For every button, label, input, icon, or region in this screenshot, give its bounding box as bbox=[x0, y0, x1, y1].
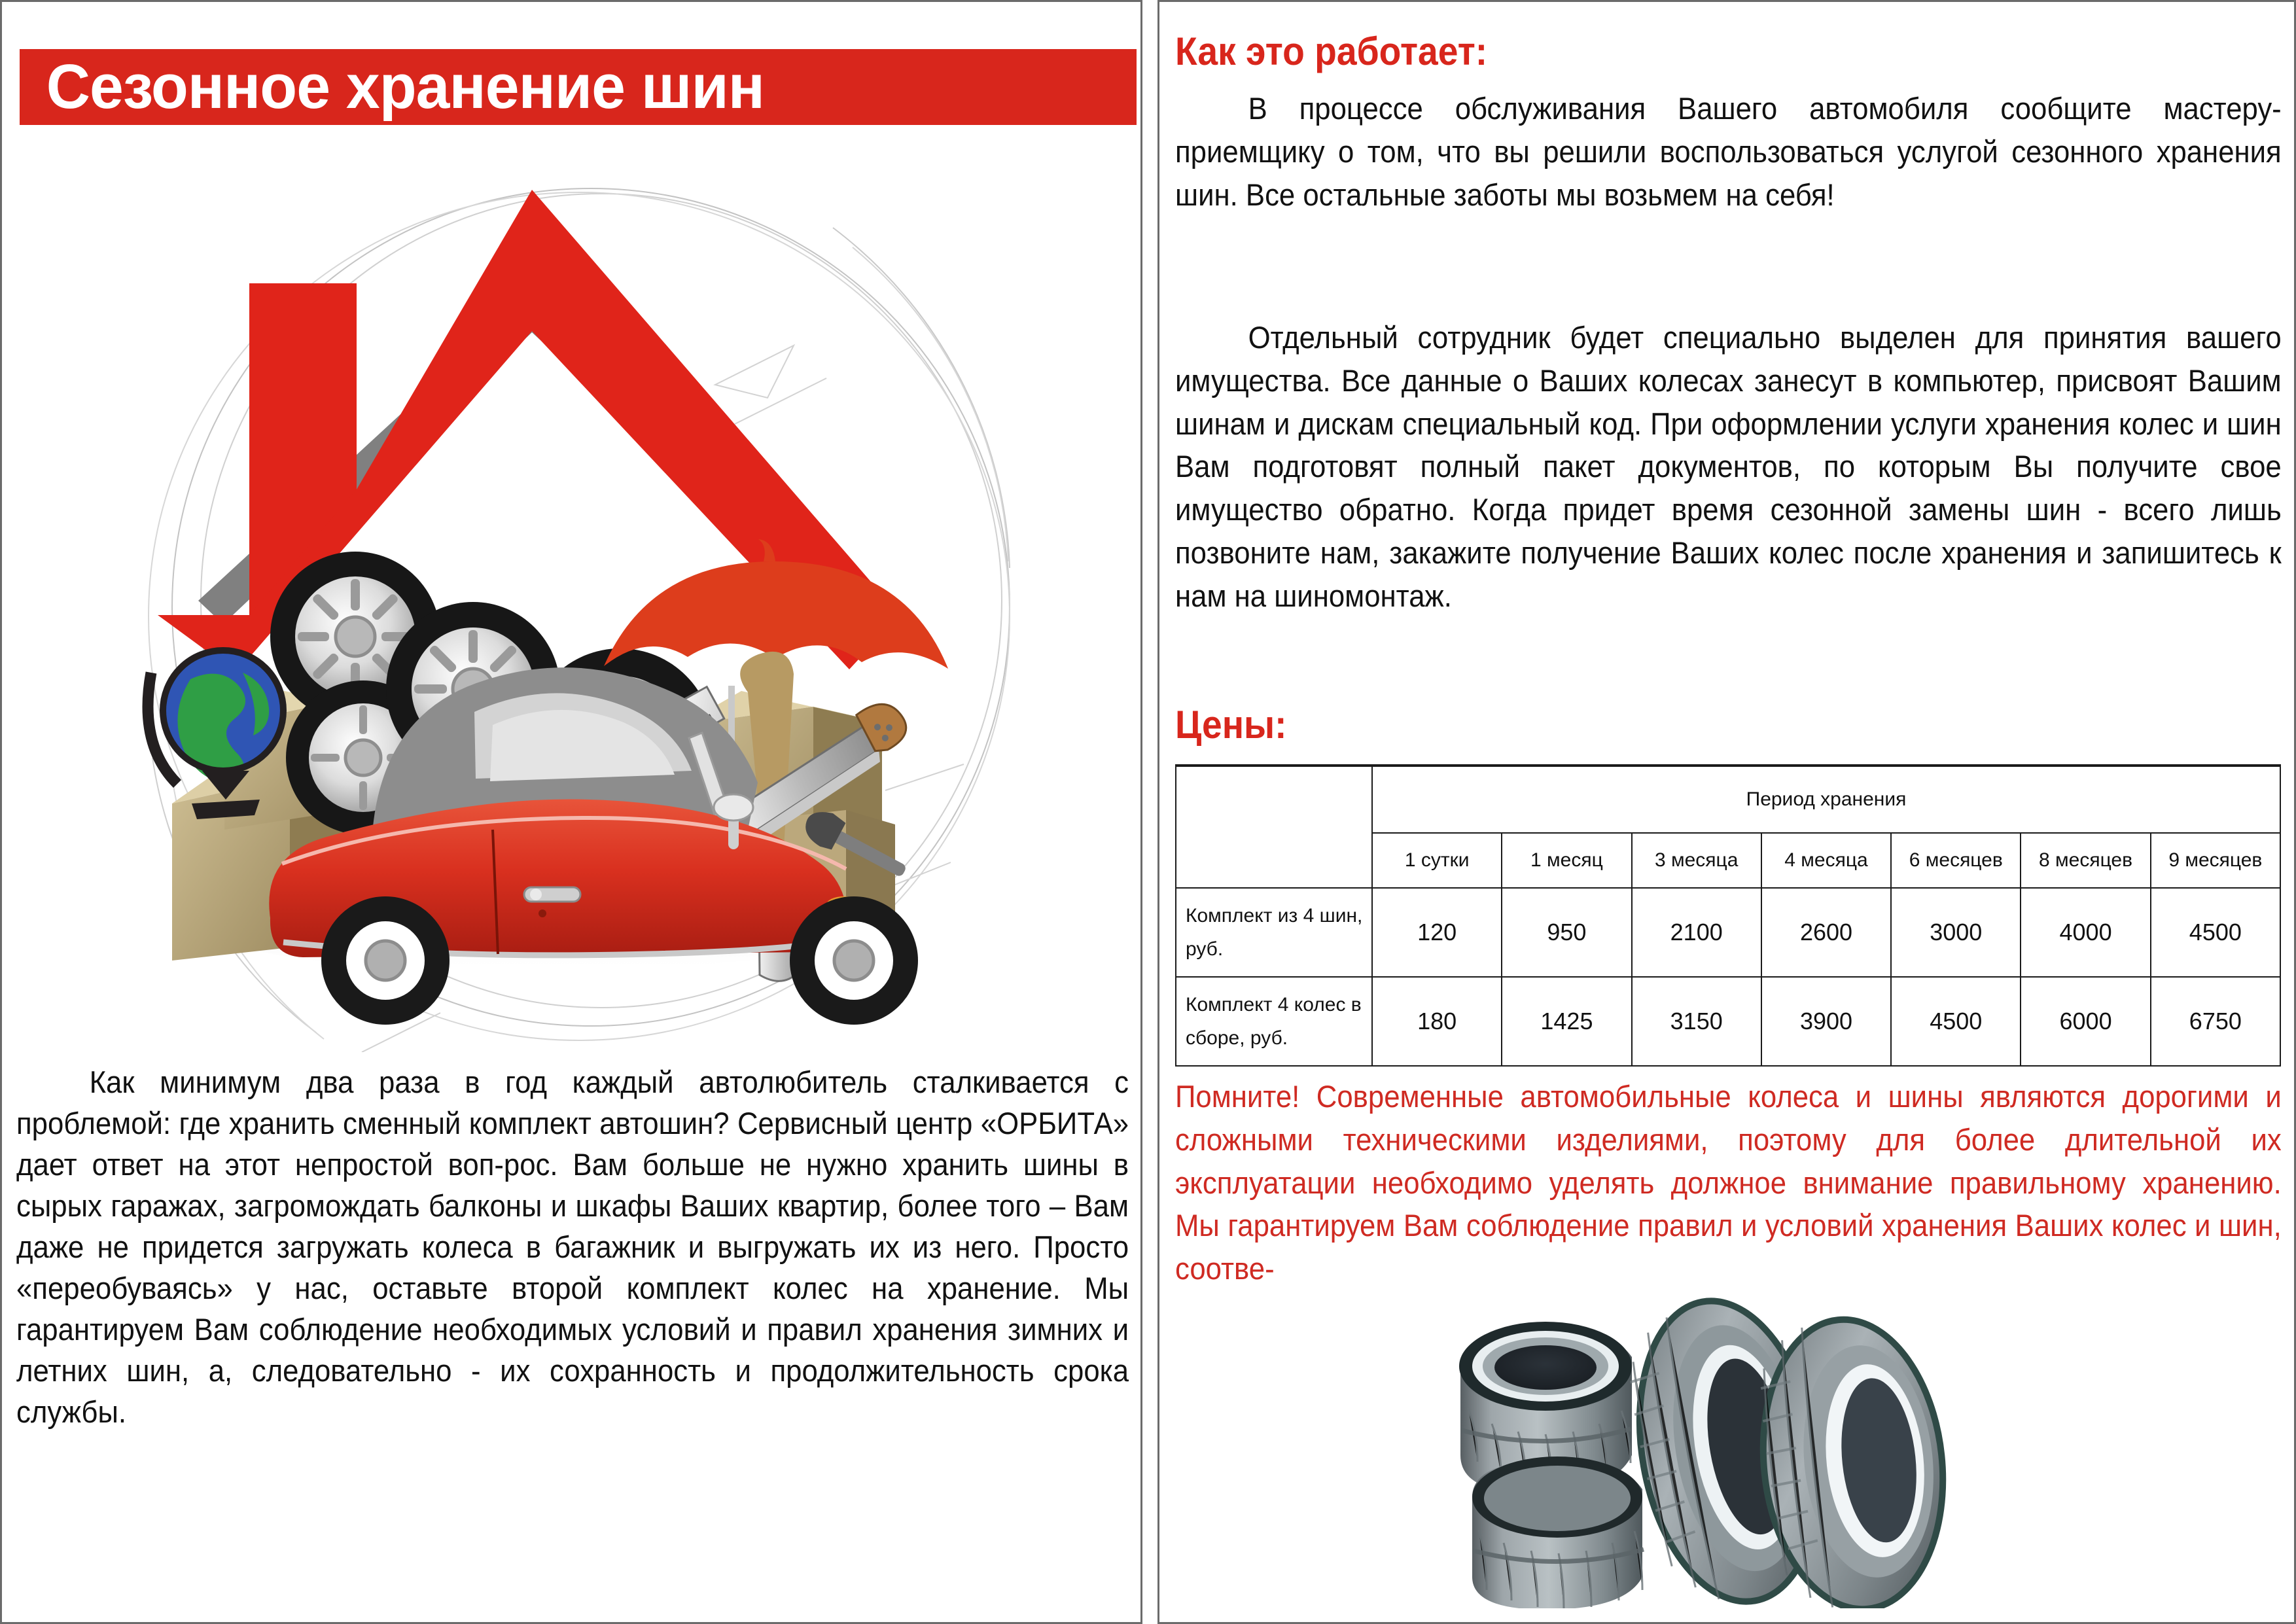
table-column-header: 4 месяца bbox=[1761, 833, 1891, 888]
left-body-paragraph: Как минимум два раза в год каждый автолюбитель сталкивается с проблемой: где хранить сменный комплект автошин? Сервисный центр «ОРБИТА» дает ответ на этот непростой воп-рос. Вам больше не нужно хранить шины в сырых гаражах, загромождать балконы и шкафы Ваших квартир, более того – Вам даже не придется загружать колеса в багажник и выгружать их из него. Просто «переобуваясь» у нас, оставьте второй комплект колес на хранение. Мы гарантируем Вам соблюдение необходимых условий и правил хранения зимних и летних шин, а, следовательно - их сохранность и продолжительность срока службы. bbox=[16, 1065, 1129, 1429]
table-cell: 180 bbox=[1372, 977, 1502, 1066]
table-cell: 3000 bbox=[1891, 888, 2021, 977]
price-table bbox=[1175, 764, 2281, 1067]
table-column-header: 1 месяц bbox=[1502, 833, 1631, 888]
price-table-wrapper bbox=[1175, 764, 2281, 1067]
table-cell: 4500 bbox=[2151, 888, 2280, 977]
title-banner bbox=[20, 49, 1137, 125]
table-cell: 4500 bbox=[1891, 977, 2021, 1066]
table-corner-cell bbox=[1176, 766, 1372, 888]
table-cell: 6750 bbox=[2151, 977, 2280, 1066]
page-title: Сезонное хранение шин bbox=[46, 52, 765, 122]
table-cell: 120 bbox=[1372, 888, 1502, 977]
table-cell: 3150 bbox=[1632, 977, 1761, 1066]
left-page bbox=[0, 0, 1142, 1624]
table-column-header: 1 сутки bbox=[1372, 833, 1502, 888]
table-cell: 2600 bbox=[1761, 888, 1891, 977]
table-column-header: 9 месяцев bbox=[2151, 833, 2280, 888]
warning-text: Помните! Современные автомобильные колеса и шины являются дорогими и сложными техническими изделиями, поэтому для более длительной их эксплуатации необходимо уделять должное внимание правильному хранению. Мы гарантируем Вам соблюдение правил и условий хранения Ваших колес и шин, соотве- bbox=[1175, 1079, 2282, 1286]
table-cell: 3900 bbox=[1761, 977, 1891, 1066]
table-row-label: Комплект 4 колес в сборе, руб. bbox=[1176, 977, 1372, 1066]
table-cell: 950 bbox=[1502, 888, 1631, 977]
table-cell: 4000 bbox=[2021, 888, 2150, 977]
stacked-tires-illustration bbox=[1421, 1268, 2010, 1608]
warning-text-block bbox=[1175, 1075, 2282, 1290]
right-page bbox=[1157, 0, 2296, 1624]
table-cell: 1425 bbox=[1502, 977, 1631, 1066]
table-column-header: 8 месяцев bbox=[2021, 833, 2150, 888]
table-header-group-row bbox=[1176, 766, 2280, 833]
table-group-header: Период хранения bbox=[1372, 766, 2280, 833]
table-column-header: 3 месяца bbox=[1632, 833, 1761, 888]
paragraph-how-it-works-1: В процессе обслуживания Вашего автомобиля сообщите мастеру-приемщику о том, что вы решили воспользоваться услугой сезонного хранения шин. Все остальные заботы мы возьмем на себя! bbox=[1175, 91, 2282, 212]
table-row bbox=[1176, 977, 2280, 1066]
left-body-text bbox=[16, 1062, 1129, 1433]
table-cell: 6000 bbox=[2021, 977, 2150, 1066]
table-cell: 2100 bbox=[1632, 888, 1761, 977]
heading-how-it-works: Как это работает: bbox=[1175, 29, 1488, 73]
table-column-header: 6 месяцев bbox=[1891, 833, 2021, 888]
table-row bbox=[1176, 888, 2280, 977]
paragraph-how-it-works-2: Отдельный сотрудник будет специально выделен для принятия вашего имущества. Все данные о Ваших колесах занесут в компьютер, присвоят Вашим шинам и дискам специальный код. При оформлении услуги хранения колес и шин Вам подготовят полный пакет документов, по которым Вы получите свое имущество обратно. Когда придет время сезонной замены шин - всего лишь позвоните нам, закажите получение Ваших колес после хранения и запишитесь к нам на шиномонтаж. bbox=[1175, 320, 2282, 613]
table-row-label: Комплект из 4 шин, руб. bbox=[1176, 888, 1372, 977]
heading-prices: Цены: bbox=[1175, 703, 1287, 747]
house-roof-car-wheels-boxes-illustration bbox=[74, 149, 1095, 1052]
